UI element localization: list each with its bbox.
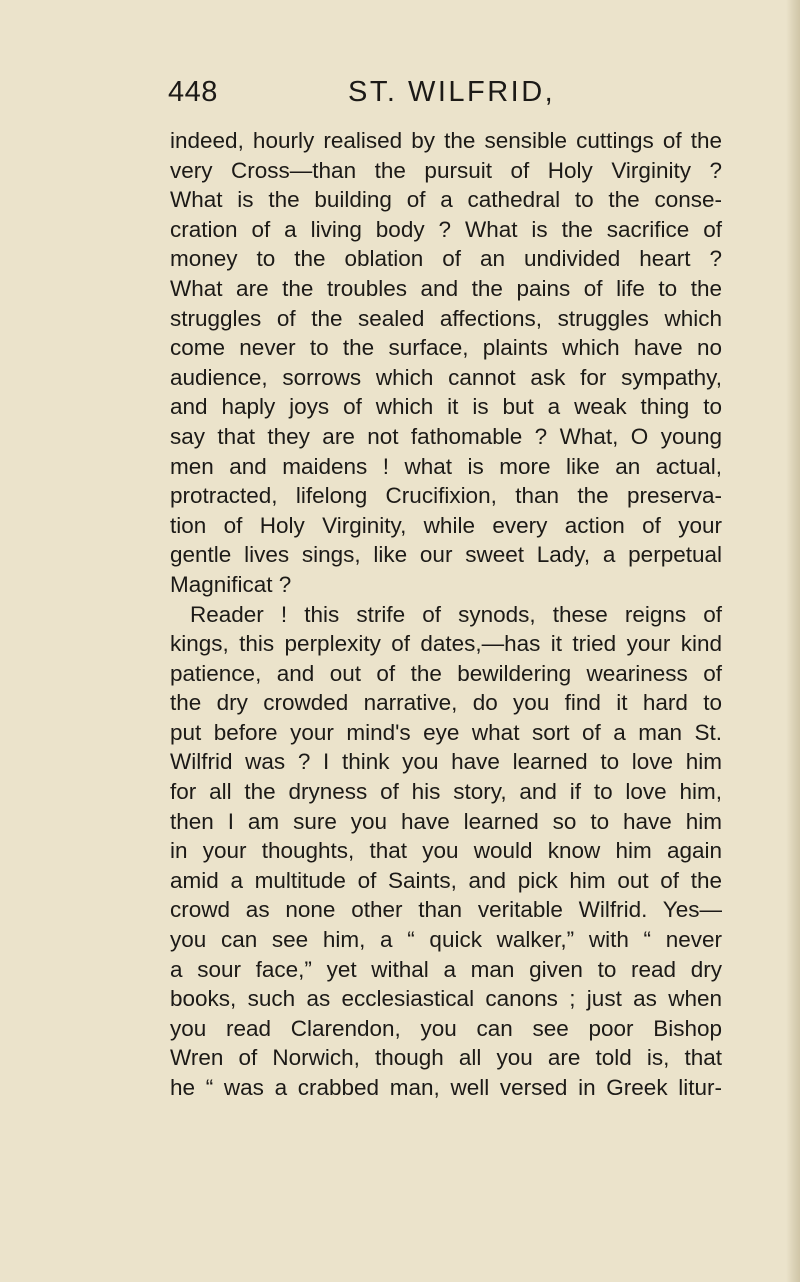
- text-line: audience, sorrows which cannot ask for sympathy,: [170, 364, 722, 390]
- text-line: protracted, lifelong Crucifixion, than the preserva-: [170, 483, 722, 509]
- text-line: Wilfrid was ? I think you have learned to love him: [170, 749, 722, 775]
- text-line: the dry crowded narrative, do you find it hard to: [170, 690, 722, 716]
- text-line: you can see him, a “ quick walker,” with “ never: [170, 927, 722, 953]
- text-line: books, such as ecclesiastical canons ; just as when: [170, 986, 722, 1012]
- text-line: in your thoughts, that you would know him again: [170, 838, 722, 864]
- text-line: then I am sure you have learned so to have him: [170, 808, 722, 834]
- page-header: [168, 76, 728, 116]
- text-line: What are the troubles and the pains of life to the: [170, 275, 722, 301]
- text-line: and haply joys of which it is but a weak thing to: [170, 394, 722, 420]
- text-line: come never to the surface, plaints which have no: [170, 335, 722, 361]
- text-line: say that they are not fathomable ? What, O young: [170, 423, 722, 449]
- text-line: gentle lives sings, like our sweet Lady, a perpetual: [170, 542, 722, 568]
- text-line: cration of a living body ? What is the sacrifice of: [170, 216, 722, 242]
- text-line: Reader ! this strife of synods, these reigns of: [190, 601, 722, 627]
- page-edge-shadow: [786, 0, 800, 1282]
- text-line: put before your mind's eye what sort of a man St.: [170, 719, 722, 745]
- running-title: ST. WILFRID,: [348, 76, 556, 108]
- text-line: patience, and out of the bewildering weariness of: [170, 660, 722, 686]
- text-line: What is the building of a cathedral to the conse-: [170, 187, 722, 213]
- text-line: Magnificat ?: [170, 571, 292, 597]
- text-line: very Cross—than the pursuit of Holy Virginity ?: [170, 157, 722, 183]
- text-line: a sour face,” yet withal a man given to read dry: [170, 956, 722, 982]
- text-line: you read Clarendon, you can see poor Bishop: [170, 1015, 722, 1041]
- text-line: indeed, hourly realised by the sensible cuttings of the: [170, 128, 722, 153]
- text-line: for all the dryness of his story, and if to love him,: [170, 779, 722, 805]
- text-line: money to the oblation of an undivided heart ?: [170, 246, 722, 272]
- page-number: 448: [168, 76, 218, 108]
- text-line: he “ was a crabbed man, well versed in Greek litur-: [170, 1075, 722, 1100]
- text-line: kings, this perplexity of dates,—has it tried your kind: [170, 631, 722, 657]
- body-text: [170, 126, 722, 1103]
- text-line: tion of Holy Virginity, while every action of your: [170, 512, 722, 538]
- text-line: crowd as none other than veritable Wilfrid. Yes—: [170, 897, 722, 923]
- text-line: men and maidens ! what is more like an actual,: [170, 453, 722, 479]
- text-line: struggles of the sealed affections, struggles which: [170, 305, 722, 331]
- text-line: Wren of Norwich, though all you are told is, that: [170, 1045, 722, 1071]
- text-line: amid a multitude of Saints, and pick him out of the: [170, 867, 722, 893]
